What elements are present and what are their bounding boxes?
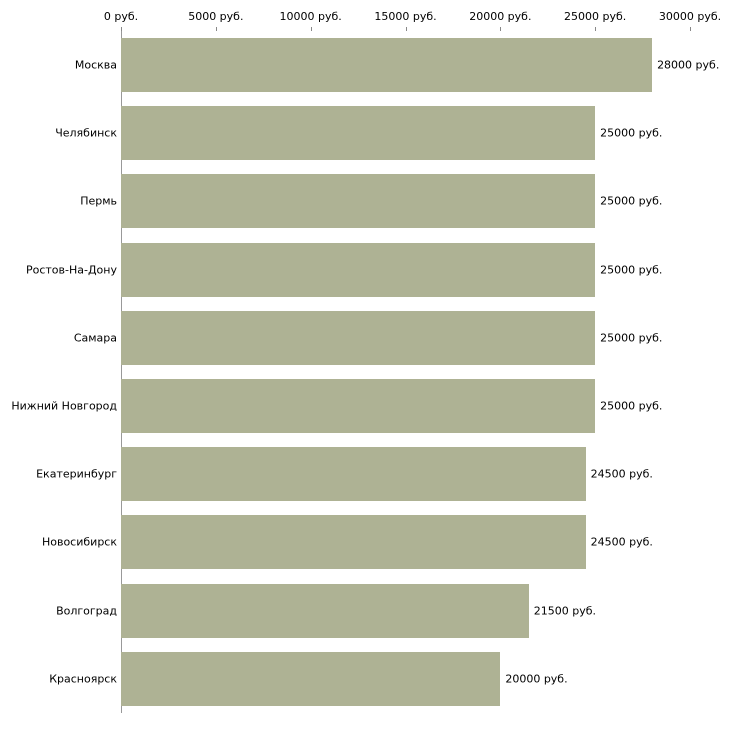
chart-row — [0, 577, 730, 645]
bar-value-label: 25000 руб. — [600, 263, 663, 277]
bar[interactable] — [121, 174, 595, 228]
category-label: Челябинск — [55, 126, 117, 140]
bar[interactable] — [121, 106, 595, 160]
chart-row — [0, 236, 730, 304]
category-label: Нижний Новгород — [11, 399, 117, 413]
chart-row — [0, 645, 730, 713]
category-label: Екатеринбург — [36, 467, 117, 481]
bar[interactable] — [121, 447, 586, 501]
bar-value-label: 24500 руб. — [590, 535, 653, 549]
category-label: Волгоград — [56, 604, 117, 618]
plot-area — [0, 31, 730, 713]
bar[interactable] — [121, 584, 529, 638]
category-label: Пермь — [80, 194, 117, 208]
bar-value-label: 25000 руб. — [600, 331, 663, 345]
bar-value-label: 25000 руб. — [600, 126, 663, 140]
x-axis-tick-label: 15000 руб. — [374, 10, 437, 23]
x-axis-tick-label: 30000 руб. — [658, 10, 722, 23]
bar-value-label: 21500 руб. — [533, 604, 597, 618]
x-axis-tick-label: 10000 руб. — [279, 10, 342, 23]
chart-row — [0, 372, 730, 440]
chart-row — [0, 99, 730, 167]
bar[interactable] — [121, 38, 652, 92]
chart-row — [0, 31, 730, 99]
bar-value-label: 25000 руб. — [600, 399, 663, 413]
category-label: Красноярск — [49, 672, 117, 686]
bar-value-label: 24500 руб. — [590, 467, 653, 481]
bar-value-label: 20000 руб. — [505, 672, 568, 686]
category-label: Самара — [73, 331, 117, 345]
chart-row — [0, 167, 730, 235]
x-axis-tick-label: 25000 руб. — [564, 10, 627, 23]
category-label: Москва — [74, 58, 117, 72]
bar[interactable] — [121, 243, 595, 297]
x-axis-tick-label: 5000 руб. — [188, 10, 244, 23]
chart-row — [0, 440, 730, 508]
bar[interactable] — [121, 311, 595, 365]
chart-row — [0, 304, 730, 372]
bar[interactable] — [121, 379, 595, 433]
bar-value-label: 28000 руб. — [657, 58, 720, 72]
x-axis-tick-label: 20000 руб. — [469, 10, 532, 23]
bar-value-label: 25000 руб. — [600, 194, 663, 208]
chart-row — [0, 508, 730, 576]
x-axis-tick-label: 0 руб. — [103, 10, 139, 23]
category-label: Ростов-На-Дону — [25, 263, 117, 277]
category-label: Новосибирск — [41, 535, 117, 549]
bar[interactable] — [121, 652, 500, 706]
bar[interactable] — [121, 515, 586, 569]
x-axis — [0, 0, 730, 30]
